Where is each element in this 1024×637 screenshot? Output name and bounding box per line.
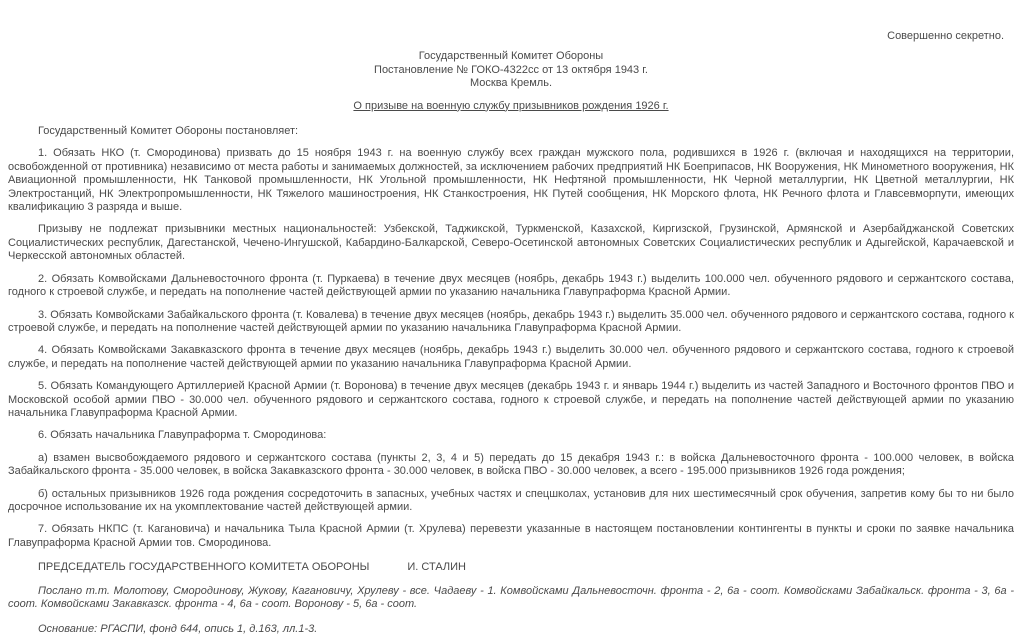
intro-line: Государственный Комитет Обороны постановляет: bbox=[38, 125, 299, 138]
body-paragraph: 3. Обязать Комвойсками Забайкальского фронта (т. Ковалева) в течение двух месяцев (ноябрь, декабрь 1943 г.) выделить 35.000 чел. обученного рядового и сержантского состава, годного к строевой службе, и передать на пополнение частей действующей армии по указанию начальника Главупраформа Красной Армии. bbox=[8, 308, 1014, 334]
document-body bbox=[8, 147, 1014, 550]
body-paragraph: 4. Обязать Комвойсками Закавказского фронта в течение двух месяцев (ноябрь, декабрь 1943 г.) выделить 30.000 чел. обученного рядового и сержантского состава, годного к строевой службе, и передать на пополнение частей действующей армии по указанию начальника Главупраформа Красной Армии. bbox=[8, 344, 1014, 370]
document-header bbox=[8, 50, 1014, 90]
body-paragraph: 5. Обязать Командующего Артиллерией Красной Армии (т. Воронова) в течение двух месяцев (декабрь 1943 г. и январь 1944 г.) выделить из частей Западного и Восточного фронтов ПВО и Московской особой армии ПВО - 30.000 чел. обученного рядового и сержантского состава, годного к строевой службе, и передать на пополнение частей действующей армии по указанию начальника Главупраформа Красной Армии. bbox=[8, 380, 1014, 419]
signature-name: И. СТАЛИН bbox=[407, 561, 466, 574]
body-paragraph: б) остальных призывников 1926 года рождения сосредоточить в запасных, учебных частях и спецшколах, установив для них шестимесячный срок обучения, запретив кому бы то ни было досрочное использование их на укомплектование частей действующей армии. bbox=[8, 487, 1014, 513]
body-paragraph: 7. Обязать НКПС (т. Кагановича) и начальника Тыла Красной Армии (т. Хрулева) перевезти указанные в настоящем постановлении контингенты в пункты и сроки по заявке начальника Главупраформа Красной Армии тов. Смородинова. bbox=[8, 523, 1014, 549]
body-paragraph: 2. Обязать Комвойсками Дальневосточного фронта (т. Пуркаева) в течение двух месяцев (ноябрь, декабрь 1943 г.) выделить 100.000 чел. обученного рядового и сержантского состава, годного к строевой службе, и передать на пополнение частей действующей армии по указанию начальника Главупраформа Красной Армии. bbox=[8, 272, 1014, 299]
header-place-line: Москва Кремль. bbox=[469, 77, 553, 90]
archive-reference: Основание: РГАСПИ, фонд 644, опись 1, д.163, лл.1-3. bbox=[38, 623, 318, 636]
document-title: О призыве на военную службу призывников рождения 1926 г. bbox=[353, 99, 669, 112]
body-paragraph: 6. Обязать начальника Главупраформа т. Смородинова: bbox=[38, 429, 327, 442]
body-paragraph: 1. Обязать НКО (т. Смородинова) призвать до 15 ноября 1943 г. на военную службу всех граждан мужского пола, родившихся в 1926 г. (включая и находящихся на территории, освобожденной от противника) независимо от места работы и занимаемых должностей, за исключением рабочих предприятий НК Боеприпасов, НК Вооружения, НК Минометного вооружения, НК Авиационной промышленности, НК Танковой промышленности, НК Угольной промышленности, НК Нефтяной промышленности, НК Черной металлургии, НК Цветной металлургии, НК Электростанций, НК Электропромышленности, НК Тяжелого машиностроения, НК Станкостроения, НК Путей сообщения, НК Морского флота, НК Речного флота и Главсевморпути, имеющих квалификацию 3 разряда и выше. bbox=[8, 147, 1014, 214]
signature-line bbox=[8, 561, 1014, 574]
classification-stamp: Совершенно секретно. bbox=[887, 30, 1004, 42]
body-paragraph: а) взамен высвобождаемого рядового и сержантского состава (пункты 2, 3, 4 и 5) передать до 15 декабря 1943 г.: в войска Дальневосточного фронта - 100.000 человек, в войска Забайкальского фронта - 35.000 человек, в войска Закавказского фронта - 30.000 человек, в войска ПВО - 30.000 человек, а всего - 195.000 призывников 1926 года рождения; bbox=[8, 451, 1014, 478]
body-paragraph: Призыву не подлежат призывники местных национальностей: Узбекской, Таджикской, Туркменской, Казахской, Киргизской, Грузинской, Армянской и Азербайджанской Советских Социалистических республик, Дагестанской, Чечено-Ингушской, Кабардино-Балкарской, Северо-Осетинской автономных Советских Социалистических республик и Адыгейской, Карачаевской и Черкесской автономных областей. bbox=[8, 223, 1014, 263]
header-org-line: Государственный Комитет Обороны bbox=[418, 50, 604, 63]
distribution-note: Послано т.т. Молотову, Смородинову, Жукову, Кагановичу, Хрулеву - все. Чадаеву - 1. Комвойсками Дальневосточн. фронта - 2, 6а - соот. Комвойсками Забайкальск. фронта - 3, 6а - соот. Комвойсками Закавказск. фронта - 4, 6а - соот. Воронову - 5, 6а - соот. bbox=[8, 584, 1014, 610]
signature-title: ПРЕДСЕДАТЕЛЬ ГОСУДАРСТВЕННОГО КОМИТЕТА ОБОРОНЫ bbox=[38, 561, 370, 574]
header-decree-line: Постановление № ГОКО-4322сс от 13 октября 1943 г. bbox=[374, 63, 648, 76]
